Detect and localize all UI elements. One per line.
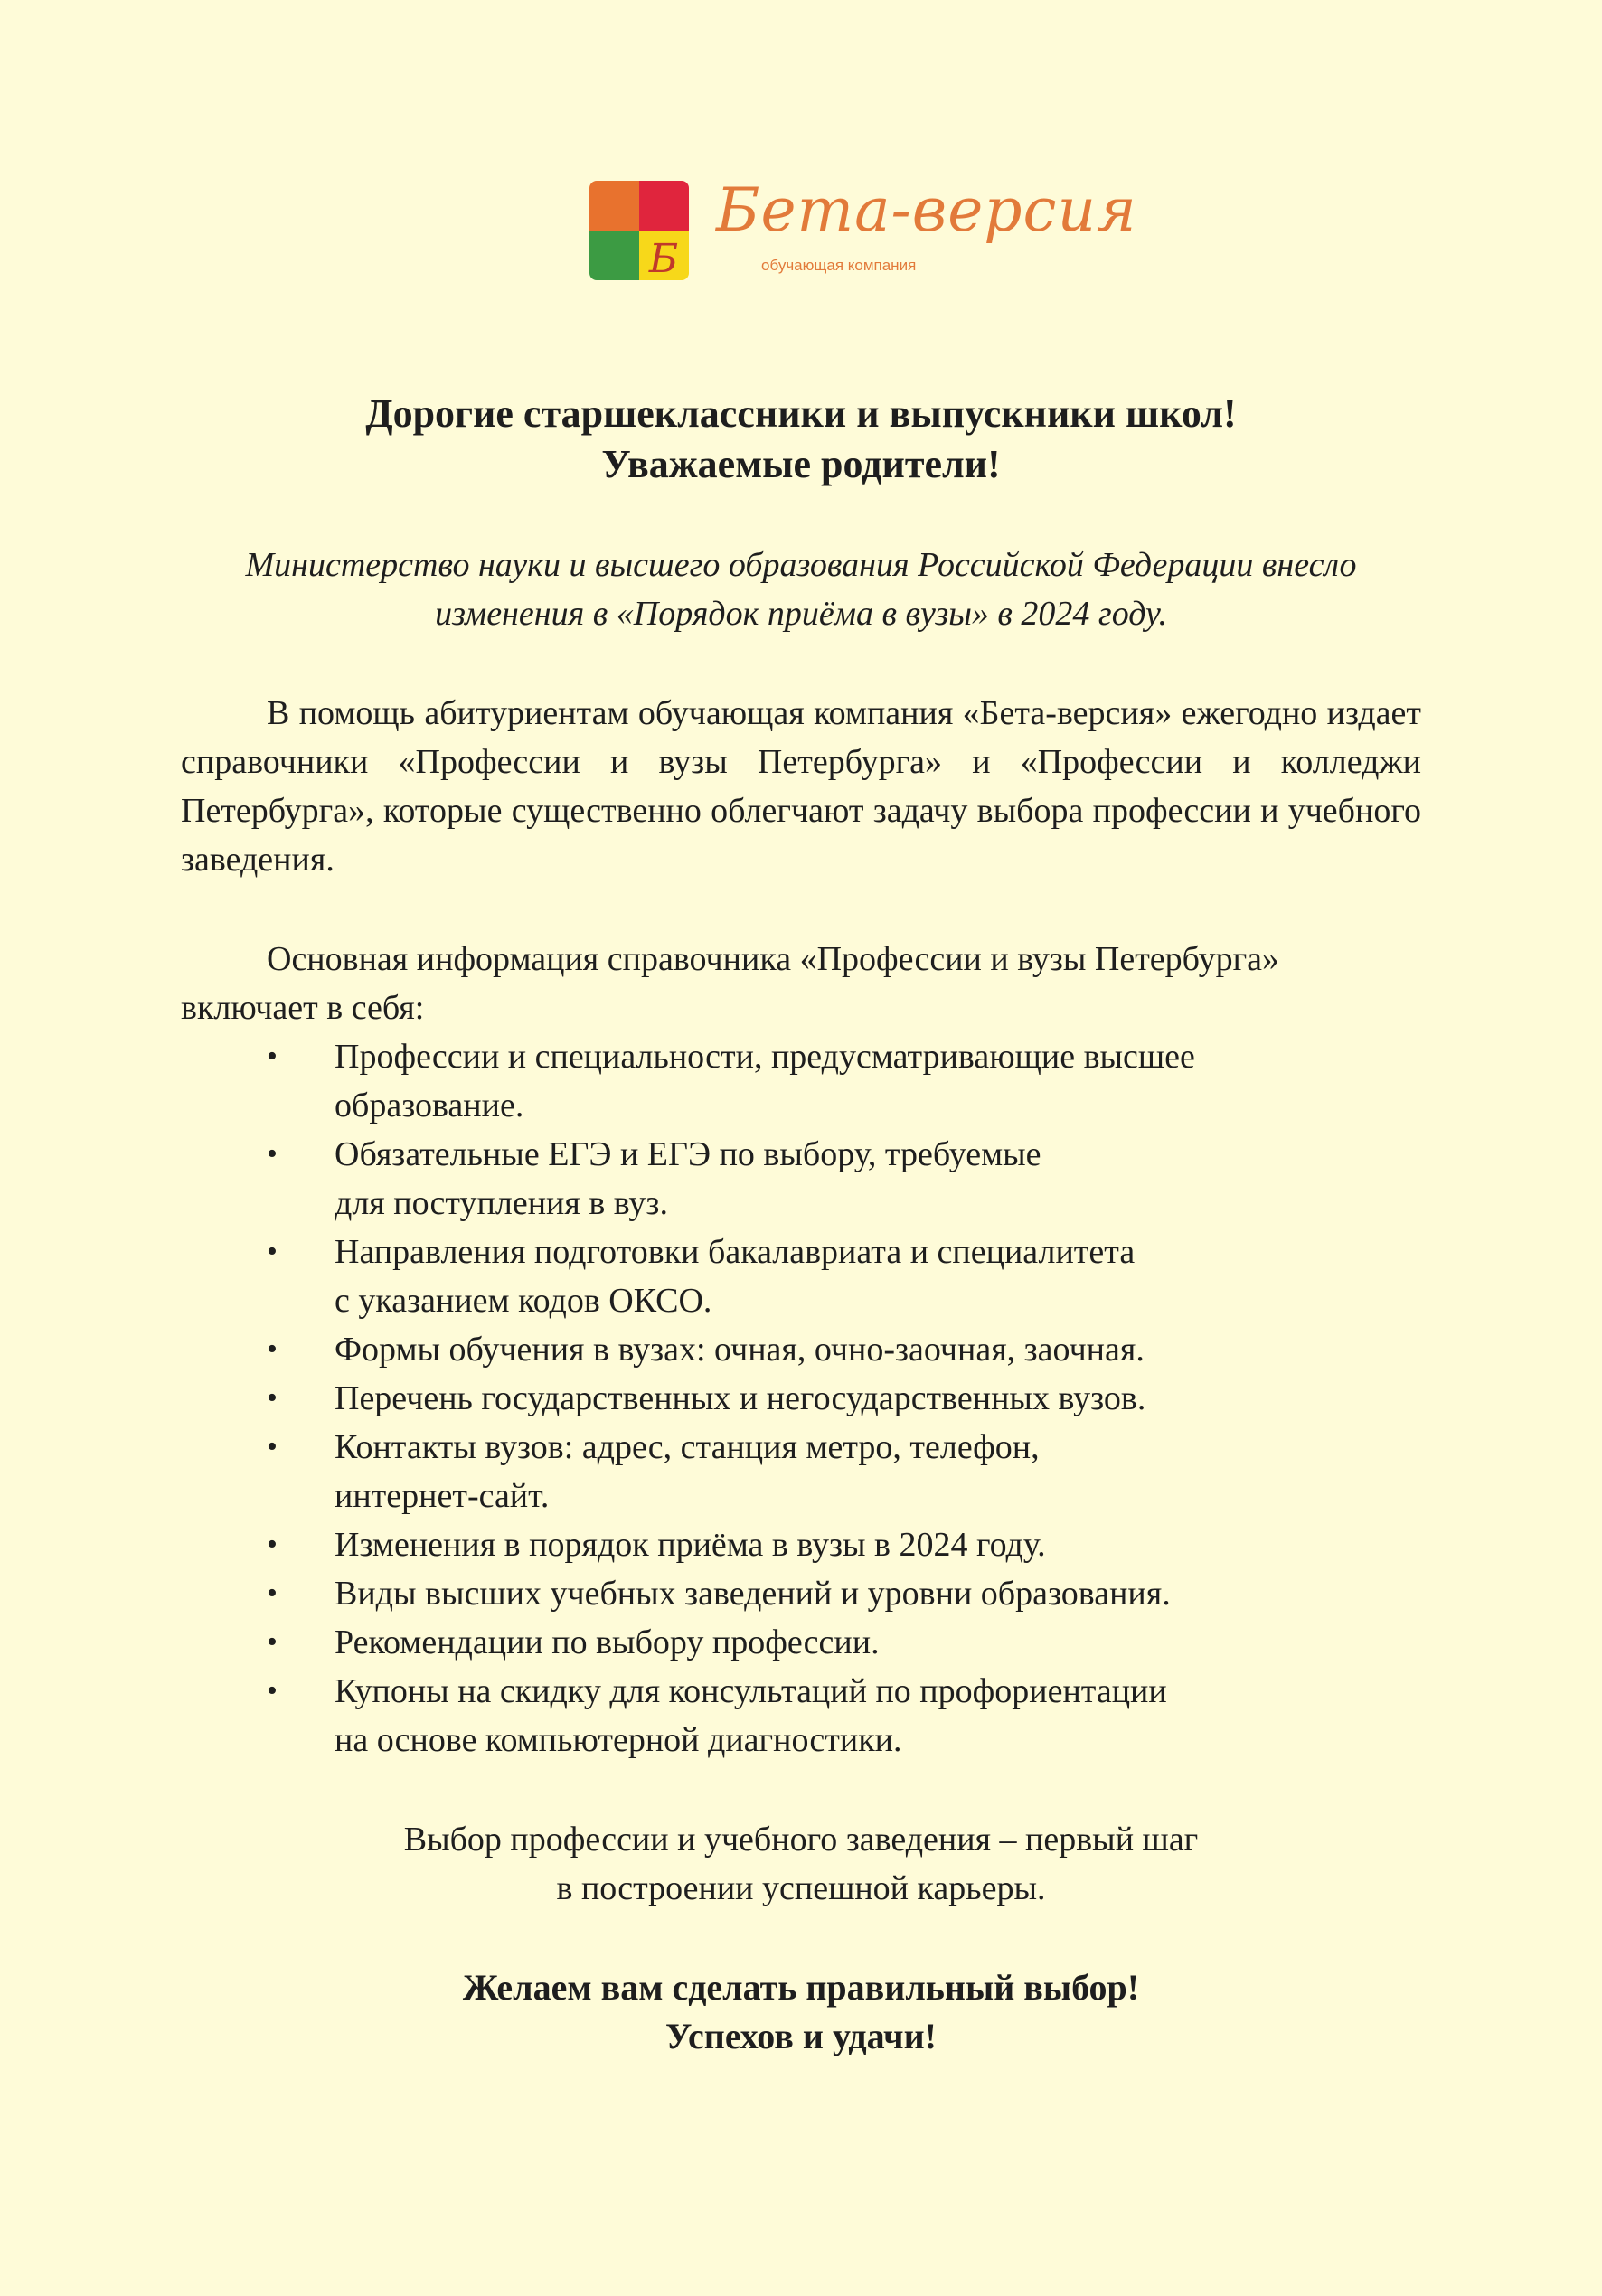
list-item-line-1: Контакты вузов: адрес, станция метро, телефон, bbox=[335, 1428, 1040, 1466]
list-item bbox=[181, 1325, 1421, 1374]
logo-orange-square bbox=[589, 181, 639, 231]
list-item-line-2: для поступления в вуз. bbox=[335, 1184, 668, 1222]
wish-line-1: Желаем вам сделать правильный выбор! bbox=[462, 1967, 1140, 2008]
logo-red-square bbox=[639, 181, 689, 231]
letter-content bbox=[181, 389, 1421, 2061]
bullet-icon: • bbox=[267, 1332, 278, 1366]
closing-statement bbox=[181, 1815, 1421, 1913]
list-item bbox=[181, 1130, 1421, 1228]
list-item bbox=[181, 1032, 1421, 1130]
bullet-icon: • bbox=[267, 1040, 278, 1073]
list-item bbox=[181, 1423, 1421, 1520]
bullet-icon: • bbox=[267, 1674, 278, 1708]
list-item bbox=[181, 1569, 1421, 1618]
bullet-icon: • bbox=[267, 1430, 278, 1463]
page-heading bbox=[181, 389, 1421, 490]
paragraph-handbooks: В помощь абитуриентам обучающая компания «Бета-версия» ежегодно издает справочники «Профессии и вузы Петербурга» и «Профессии и колледжи Петербурга», которые существенно облегчают задачу выбора профессии и учебного заведения. bbox=[181, 694, 1421, 879]
list-item-line-1: Купоны на скидку для консультаций по профориентации bbox=[335, 1672, 1167, 1710]
closing-line-1: Выбор профессии и учебного заведения – первый шаг bbox=[403, 1821, 1199, 1858]
list-item bbox=[181, 1520, 1421, 1569]
list-item-line-1: Формы обучения в вузах: очная, очно-заочная, заочная. bbox=[335, 1331, 1145, 1369]
list-item-line-1: Изменения в порядок приёма в вузы в 2024 году. bbox=[335, 1526, 1046, 1564]
list-item-line-1: Обязательные ЕГЭ и ЕГЭ по выбору, требуемые bbox=[335, 1135, 1041, 1173]
bullet-icon: • bbox=[267, 1381, 278, 1415]
lead-line-2: изменения в «Порядок приёма в вузы» в 2024 году. bbox=[435, 595, 1167, 633]
ministry-lead bbox=[181, 541, 1421, 638]
bullet-icon: • bbox=[267, 1576, 278, 1610]
logo-mark-letter: Б bbox=[648, 236, 679, 280]
list-item bbox=[181, 1618, 1421, 1667]
bullet-icon: • bbox=[267, 1235, 278, 1268]
bullet-icon: • bbox=[267, 1528, 278, 1561]
list-item-line-1: Направления подготовки бакалавриата и специалитета bbox=[335, 1233, 1136, 1271]
lead-line-1: Министерство науки и высшего образования Российской Федерации внесло bbox=[245, 546, 1357, 584]
list-item bbox=[181, 1667, 1421, 1764]
list-item bbox=[181, 1228, 1421, 1325]
list-item bbox=[181, 1374, 1421, 1423]
heading-line-2: Уважаемые родители! bbox=[601, 442, 1001, 486]
list-item-line-1: Профессии и специальности, предусматривающие высшее bbox=[335, 1038, 1195, 1076]
list-item-line-2: образование. bbox=[335, 1087, 524, 1124]
company-logo bbox=[589, 175, 1137, 282]
wish-line-2: Успехов и удачи! bbox=[665, 2016, 937, 2056]
logo-mark-icon bbox=[589, 181, 689, 280]
list-item-line-1: Перечень государственных и негосударственных вузов. bbox=[335, 1379, 1146, 1417]
list-item-line-2: интернет-сайт. bbox=[335, 1477, 550, 1515]
logo-title: Бета-версия bbox=[716, 175, 1137, 245]
list-item-line-2: на основе компьютерной диагностики. bbox=[335, 1721, 902, 1759]
logo-green-square bbox=[589, 231, 639, 280]
closing-wish bbox=[181, 1963, 1421, 2061]
list-item-line-1: Виды высших учебных заведений и уровни образования. bbox=[335, 1575, 1171, 1613]
contents-list bbox=[181, 1032, 1421, 1764]
bullet-icon: • bbox=[267, 1137, 278, 1171]
logo-subtitle: обучающая компания bbox=[761, 257, 917, 274]
list-item-line-2: с указанием кодов ОКСО. bbox=[335, 1282, 712, 1320]
bullet-icon: • bbox=[267, 1625, 278, 1659]
closing-line-2: в построении успешной карьеры. bbox=[556, 1869, 1046, 1907]
paragraph-contents-intro: Основная информация справочника «Профессии и вузы Петербурга» включает в себя: bbox=[181, 940, 1280, 1027]
heading-line-1: Дорогие старшеклассники и выпускники школ! bbox=[365, 391, 1237, 436]
list-item-line-1: Рекомендации по выбору профессии. bbox=[335, 1623, 880, 1661]
